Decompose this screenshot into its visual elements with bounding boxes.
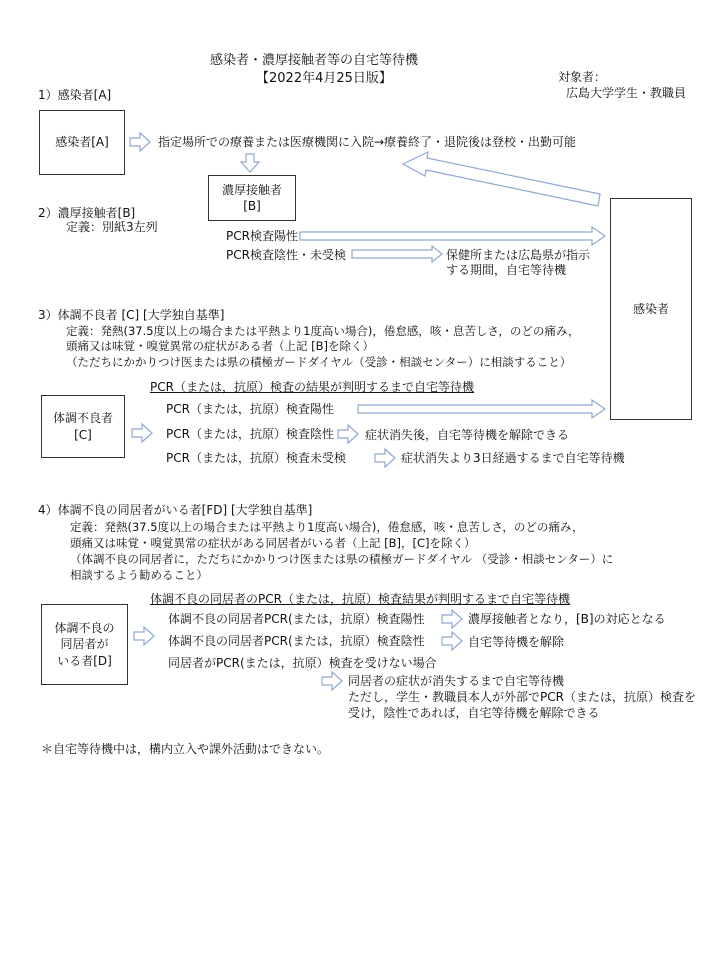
target-label: 対象者：: [558, 70, 607, 84]
page-title: 感染者・濃厚接触者等の自宅等待機: [210, 53, 419, 68]
d-opt-none: 同居者がPCR(または，抗原）検査を受けない場合: [168, 656, 437, 670]
arrow-c-positive-to-infected: [358, 400, 605, 418]
box-infected-a-label: 感染者[A]: [55, 135, 109, 150]
c-opt-negative: PCR（または，抗原）検査陰性: [166, 427, 334, 441]
d-opt-none-result2: ただし，学生・教職員本人が外部でPCR（または，抗原）検査を: [348, 690, 696, 704]
arrow-b-negative-to-result: [352, 246, 442, 262]
arrow-d-to-options: [134, 627, 154, 645]
section3-def3: （ただちにかかりつけ医または県の積極ガードダイヤル（受診・相談センター）に相談すること）: [66, 355, 572, 369]
b-result-line2: する期間，自宅等待機: [446, 263, 567, 277]
d-opt-none-result3: 受け，陰性であれば，自宅等待機を解除できる: [348, 706, 600, 720]
arrow-b-positive-to-infected: [300, 227, 605, 245]
section1-heading: 1）感染者[A]: [38, 88, 112, 102]
d-opt-negative: 体調不良の同居者PCR(または，抗原）検査陰性: [168, 634, 425, 648]
arrow-a-to-instruction: [130, 133, 150, 151]
target-value: 広島大学学生・教職員: [566, 86, 687, 100]
section4-def1: 定義：発熱(37.5度以上の場合または平熱より1度高い場合)，倦怠感，咳・息苦しさ，のどの痛み，: [70, 520, 584, 534]
section4-heading: 4）体調不良の同居者がいる者[FD] [大学独自基準]: [38, 503, 313, 517]
footnote: ＊自宅等待機中は，構内立入や課外活動はできない。: [41, 742, 330, 756]
b-pcr-negative: PCR検査陰性・未受検: [226, 248, 346, 262]
arrow-c-to-options: [132, 424, 152, 442]
box-household-d-line3: いる者[D]: [57, 653, 112, 668]
section2-definition: 定義：別紙3左列: [66, 220, 158, 234]
c-opt-none-result: 症状消失より3日経過するまで自宅等待機: [401, 451, 625, 465]
d-opt-positive: 体調不良の同居者PCR(または，抗原）検査陽性: [168, 612, 425, 626]
c-opt-negative-result: 症状消失後，自宅等待機を解除できる: [365, 428, 570, 442]
section4-def3: （体調不良の同居者に，ただちにかかりつけ医または県の積極ガードダイヤル （受診・相談センター）に: [70, 552, 614, 566]
arrow-d-positive-to-result: [442, 610, 462, 628]
arrow-c-none-to-result: [375, 449, 395, 467]
arrow-down-to-b: [241, 154, 259, 172]
arrow-infected-back-to-instruction: [403, 152, 600, 206]
d-opt-none-result1: 同居者の症状が消失するまで自宅等待機: [348, 674, 565, 688]
box-infected-outcome-label: 感染者: [632, 301, 669, 316]
instruction-infected-a: 指定場所での療養または医療機関に入院→療養終了・退院後は登校・出勤可能: [158, 135, 577, 149]
box-close-contact-b-code: [B]: [243, 199, 261, 213]
box-household-d-line1: 体調不良の: [54, 621, 115, 636]
section4-def2: 頭痛又は味覚・嗅覚異常の症状がある同居者がいる者（上記 [B]，[C]を除く）: [70, 536, 476, 550]
b-pcr-positive: PCR検査陽性: [226, 229, 298, 243]
edition-date: 【2022年4月25日版】: [256, 71, 392, 86]
section3-heading: 3）体調不良者 [C] [大学独自基準]: [38, 308, 225, 322]
arrow-d-none-to-result: [322, 672, 342, 690]
box-household-d-line2: 同居者が: [60, 637, 109, 652]
arrow-d-negative-to-result: [442, 632, 462, 650]
arrow-c-negative-to-result: [338, 425, 358, 443]
section3-def1: 定義：発熱(37.5度以上の場合または平熱より1度高い場合)，倦怠感，咳・息苦しさ，のどの痛み，: [66, 324, 580, 338]
section2-heading: 2）濃厚接触者[B]: [38, 206, 136, 220]
box-unwell-c-label: 体調不良者: [52, 411, 113, 426]
c-opt-none: PCR（または，抗原）検査未受検: [166, 451, 346, 465]
box-unwell-c-code: [C]: [74, 427, 92, 442]
section3-subheading: PCR（または，抗原）検査の結果が判明するまで自宅等待機: [150, 380, 474, 394]
c-opt-positive: PCR（または，抗原）検査陽性: [166, 402, 334, 416]
box-close-contact-b-label: 濃厚接触者: [221, 182, 282, 197]
section3-def2: 頭痛又は味覚・嗅覚異常の症状がある者（上記 [B]を除く）: [66, 339, 375, 353]
section4-subheading: 体調不良の同居者のPCR（または，抗原）検査結果が判明するまで自宅等待機: [150, 592, 570, 606]
b-result-line1: 保健所または広島県が指示: [446, 248, 591, 262]
d-opt-positive-result: 濃厚接触者となり，[B]の対応となる: [468, 612, 666, 626]
section4-def4: 相談するよう勧めること）: [70, 568, 208, 582]
d-opt-negative-result: 自宅等待機を解除: [468, 635, 565, 649]
